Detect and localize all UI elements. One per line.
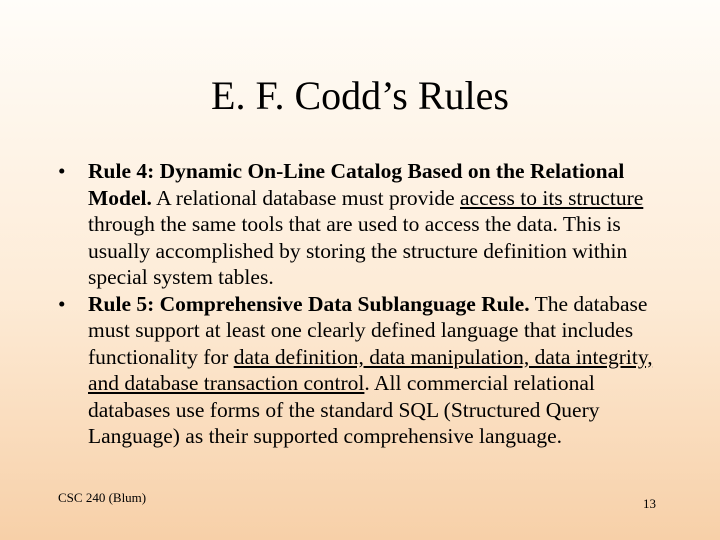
- rule-text: The database must support at least one clearly defined language that includes functionality for: [88, 291, 648, 369]
- bullet-rule-5: [58, 291, 668, 450]
- footer-course: CSC 240 (Blum): [58, 490, 147, 505]
- bullet-list: [58, 158, 668, 450]
- rule-underlined-text: data definition, data manipulation, data integrity, and database transaction control: [88, 344, 653, 395]
- rule-heading: Rule 5: Comprehensive Data Sublanguage Rule.: [88, 291, 530, 316]
- rule-text: through the same tools that are used to access the data. This is usually accomplished by storing the structure definition within special system tables.: [88, 212, 628, 289]
- rule-heading: Rule 4: Dynamic On-Line Catalog Based on the Relational Model.: [88, 159, 625, 210]
- rule-underlined-text: access to its structure: [460, 185, 644, 210]
- bullet-rule-4: [58, 158, 668, 291]
- rule-text: A relational database must provide: [151, 185, 460, 210]
- footer-page-number: 13: [643, 496, 656, 511]
- bullet-dot-icon: •: [58, 291, 66, 316]
- slide-title: E. F. Codd’s Rules: [211, 73, 509, 118]
- bullet-dot-icon: •: [58, 159, 66, 183]
- rule-text: . All commercial relational databases use forms of the standard SQL (Structured Query Language) as their supported comprehensive language.: [88, 371, 600, 448]
